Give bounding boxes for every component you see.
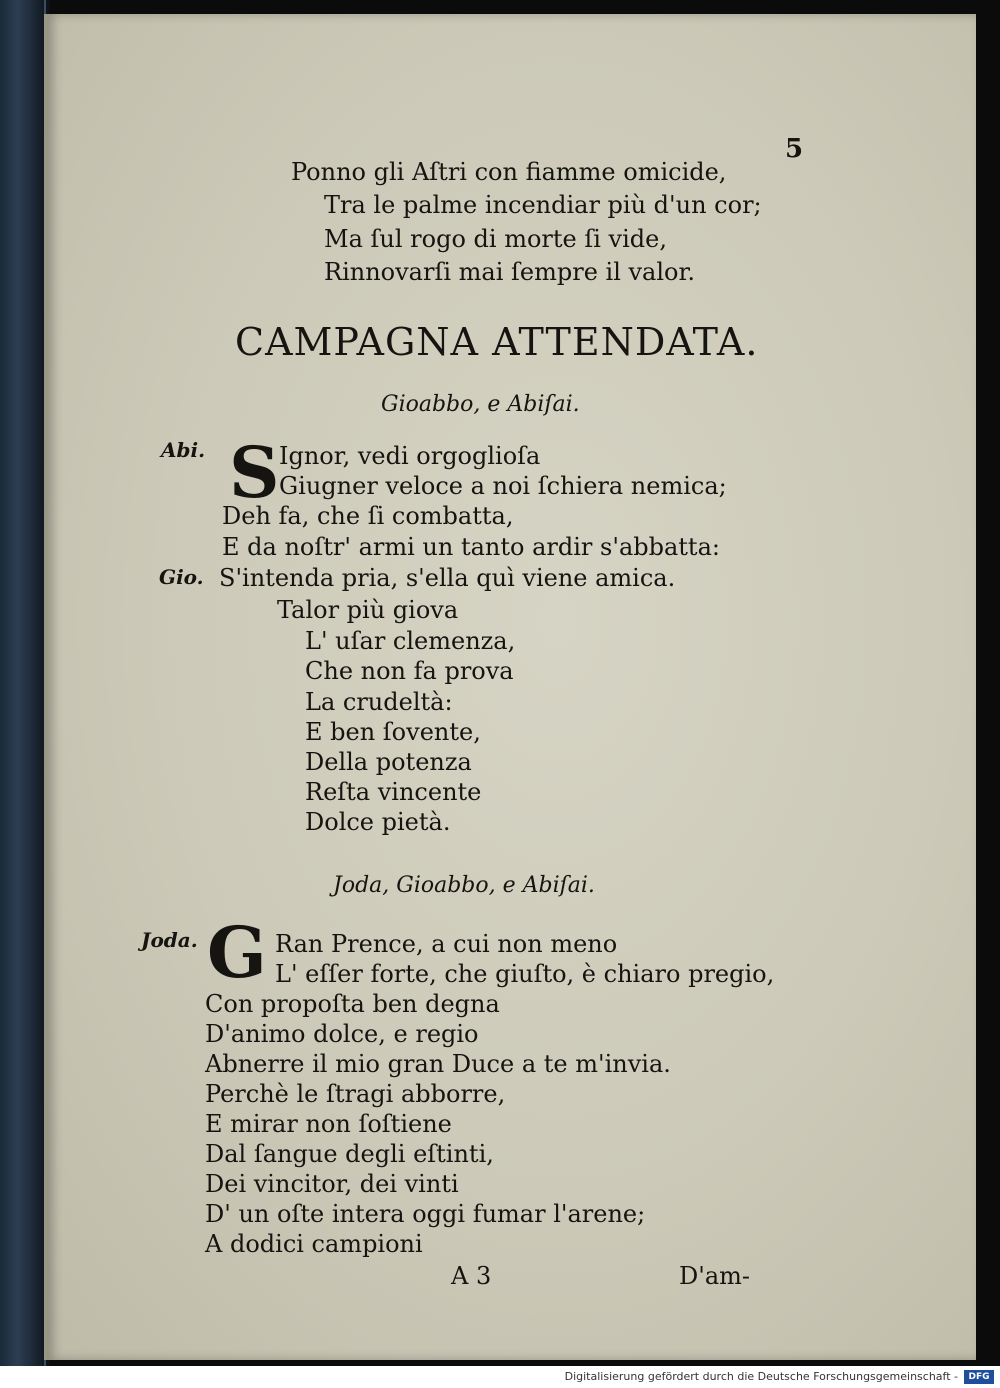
- verse-line: A dodici campioni: [205, 1230, 423, 1258]
- verse-line: E da noſtr' armi un tanto ardir s'abbatta:: [222, 533, 720, 561]
- verse-line: E mirar non ſoſtiene: [205, 1110, 452, 1138]
- verse-line: S'intenda pria, s'ella quì viene amica.: [219, 564, 676, 592]
- verse-line: Abnerre il mio gran Duce a te m'invia.: [205, 1050, 671, 1078]
- verse-line: Con propoſta ben degna: [205, 990, 500, 1018]
- aria-line: Reſta vincente: [305, 778, 482, 806]
- signature-mark: A 3: [451, 1262, 492, 1290]
- drop-capital: S: [229, 431, 280, 514]
- footer-credit: Digitalisierung gefördert durch die Deutsche Forschungsgemeinschaft -: [564, 1370, 958, 1383]
- aria-line: Dolce pietà.: [305, 808, 451, 836]
- catchword: D'am-: [679, 1262, 751, 1290]
- aria-line: La crudeltà:: [305, 688, 453, 716]
- verse-line: D'animo dolce, e regio: [205, 1020, 479, 1048]
- verse-line: Giugner veloce a noi ſchiera nemica;: [279, 472, 727, 500]
- speaker-tag-abi: Abi.: [161, 438, 206, 462]
- scene-heading: CAMPAGNA ATTENDATA.: [235, 320, 759, 364]
- page-number: 5: [785, 134, 804, 164]
- book-spine: [0, 0, 50, 1366]
- verse-line: Dal ſangue degli eſtinti,: [205, 1140, 494, 1168]
- verse-line: Dei vincitor, dei vinti: [205, 1170, 459, 1198]
- verse-line: L' eſſer forte, che giuſto, è chiaro pregio,: [275, 960, 775, 988]
- verse-line: D' un oſte intera oggi fumar l'arene;: [205, 1200, 646, 1228]
- aria-line: Che non fa prova: [305, 657, 514, 685]
- book-page: [44, 14, 976, 1360]
- aria-line: L' uſar clemenza,: [305, 627, 516, 655]
- verse-line: Ran Prence, a cui non meno: [275, 930, 618, 958]
- scene-speakers: Joda, Gioabbo, e Abiſai.: [333, 873, 595, 898]
- aria-line: E ben ſovente,: [305, 718, 481, 746]
- dfg-logo-icon: DFG: [964, 1370, 994, 1384]
- scene-speakers: Gioabbo, e Abiſai.: [381, 392, 580, 417]
- stanza-line: Rinnovarſi mai ſempre il valor.: [324, 258, 695, 286]
- stanza-line: Ponno gli Aſtri con fiamme omicide,: [291, 158, 727, 186]
- aria-line: Talor più giova: [277, 596, 459, 624]
- speaker-tag-joda: Joda.: [141, 928, 198, 952]
- verse-line: Ignor, vedi orgoglioſa: [279, 442, 541, 470]
- stanza-line: Ma ſul rogo di morte ſi vide,: [324, 225, 667, 253]
- stanza-line: Tra le palme incendiar più d'un cor;: [324, 191, 762, 219]
- drop-capital: G: [207, 911, 267, 994]
- speaker-tag-gio: Gio.: [159, 565, 204, 589]
- verse-line: Perchè le ſtragi abborre,: [205, 1080, 506, 1108]
- digitization-footer: [0, 1366, 1000, 1388]
- verse-line: Deh fa, che ſi combatta,: [222, 502, 514, 530]
- aria-line: Della potenza: [305, 748, 472, 776]
